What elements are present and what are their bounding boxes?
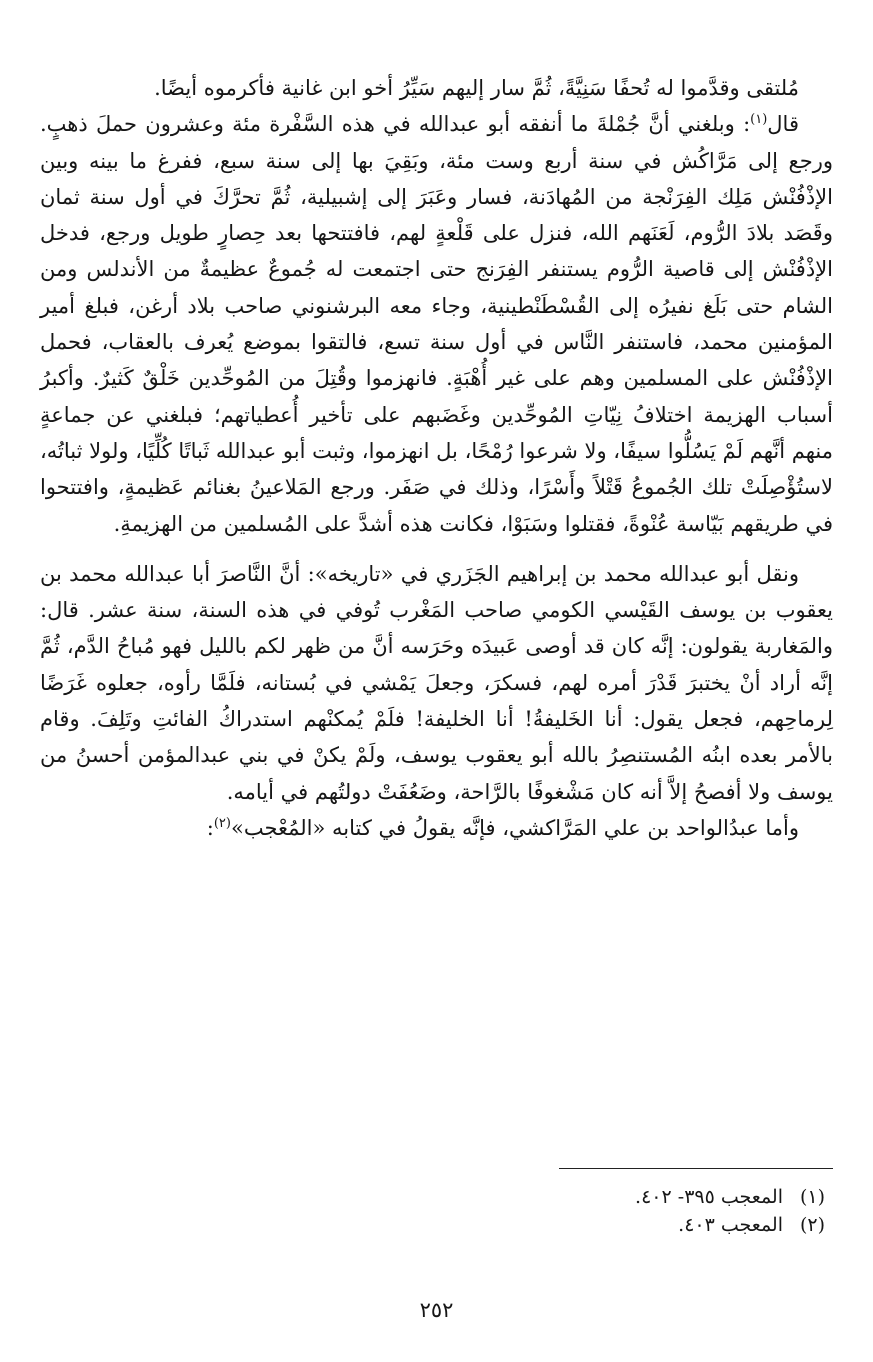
paragraph-1 [40, 70, 833, 106]
paragraph-2 [40, 106, 833, 542]
paragraph-2-lead: قال [767, 112, 799, 137]
footnote-2-number: (٢) [799, 1214, 825, 1236]
paragraph-3-text: ونقل أبو عبدالله محمد بن إبراهيم الجَزَري في «تاريخه»: أنَّ النَّاصرَ أبا عبدالله محمد بن يعقوب بن يوسف القَيْسي الكومي صاحب المَغْرب تُوفي في هذه السنة، سنة عشر. قال: والمَغاربة يقولون: إنَّه كان قد أوصى عَبيدَه وحَرَسه أنَّ من ظهر لكم بالليل فهو مُباحُ الدَّم، ثُمَّ إنَّه أراد أنْ يختبرَ قَدْرَ أمره لهم، فسكرَ، وجعلَ يَمْشي في بُستانه، فلَمَّا رأوه، جعلوه غَرَضًا لِرماحِهم، فجعل يقول: أنا الخَليفةُ! أنا الخليفة! فلَمْ يُمكنْهم استدراكُ الفائتِ وتَلِفَ. وقام بالأمر بعده ابنُه المُستنصِرُ بالله أبو يعقوب يوسف، ولَمْ يكنْ في بني عبدالمؤمن أحسنُ من يوسف ولا أفصحُ إلاَّ أنه كان مَشْغوفًا بالرَّاحة، وضَعُفَتْ دولتُهم في أيامه. [40, 561, 833, 804]
footnote-ref-1[interactable]: (١) [750, 112, 768, 128]
footnote-2-text: المعجب ٤٠٣. [678, 1214, 783, 1236]
paragraph-3 [40, 556, 833, 810]
page-number: ٢٥٢ [419, 1298, 454, 1322]
footnote-1-number: (١) [799, 1186, 825, 1208]
footnote-divider [559, 1168, 833, 1169]
footnote-1-text: المعجب ٣٩٥- ٤٠٢. [635, 1186, 783, 1208]
paragraph-4-end: : [206, 815, 214, 840]
footnotes [265, 1183, 825, 1239]
paragraph-1-text: مُلتقى وقدَّموا له تُحفًا سَنِيَّةً، ثُمَّ سار إليهم سَيِّرُ أخو ابن غانية فأكرموه أيضًا. [154, 76, 799, 100]
footnote-2 [265, 1211, 825, 1239]
paragraph-2-text: : وبلغني أنَّ جُمْلةَ ما أنفقه أبو عبدالله في هذه السَّفْرة مئة وعشرون حملَ ذهبٍ. ورجع إلى مَرَّاكُش في سنة أربع وست مئة، وبَقِيَ بها إلى سنة سبع، ففرغ ما بينه وبين الإذْفُنْش مَلِك الفِرَنْجة من المُهادَنة، فسار وعَبَرَ إلى إشبيلية، ثُمَّ تحرَّكَ في أول سنة ثمان وقَصَد بلادَ الرُّوم، لَعَنَهم الله، فنزل على قَلْعةٍ لهم، فافتتحها بعد حِصارٍ طويل ورجع، فدخل الإذْفُنْش إلى قاصية الرُّوم يستنفر الفِرَنج حتى اجتمعت له جُموعٌ عظيمةٌ من الأندلس ومن الشام حتى بَلَغ نفيرُه إلى القُسْطَنْطينية، وجاء معه البرشنوني صاحب بلاد أرغن، فبلغ أمير المؤمنين محمد، فاستنفر النَّاس في أول سنة تسع، فالتقوا بموضع يُعرف بالعقاب، فحمل الإذْفُنْش على المسلمين وهم على غير أُهْبَةٍ. فانهزموا وقُتِلَ من المُوحِّدين خَلْقٌ كَثيرٌ. وأكبرُ أسباب الهزيمة اختلافُ نِيّاتِ المُوحِّدين وغَضَبهم على تأخير أُعطياتهم؛ فبلغني عن جماعةٍ منهم أنَّهم لَمْ يَسُلُّوا سيفًا، ولا شرعوا رُمْحًا، بل انهزموا، وثبت أبو عبدالله ثَباتًا كُلِّيًا، ولولا ثباتُه، لاستُؤْصِلَتْ تلك الجُموعُ قَتْلاً وأَسْرًا، وذلك في صَفَر. ورجع المَلاعينُ بغنائم عَظيمةٍ، وافتتحوا في طريقهم بَيّاسة عُنْوةً، فقتلوا وسَبَوْا، فكانت هذه أشدَّ على المُسلمين من الهزيمةِ. [40, 112, 833, 536]
footnote-1 [265, 1183, 825, 1211]
page-body [40, 70, 833, 846]
paragraph-4 [40, 810, 833, 846]
footnote-ref-2[interactable]: (٢) [213, 815, 231, 831]
paragraph-4-text: وأما عبدُالواحد بن علي المَرَّاكشي، فإنَّه يقولُ في كتابه «المُعْجب» [230, 815, 799, 840]
